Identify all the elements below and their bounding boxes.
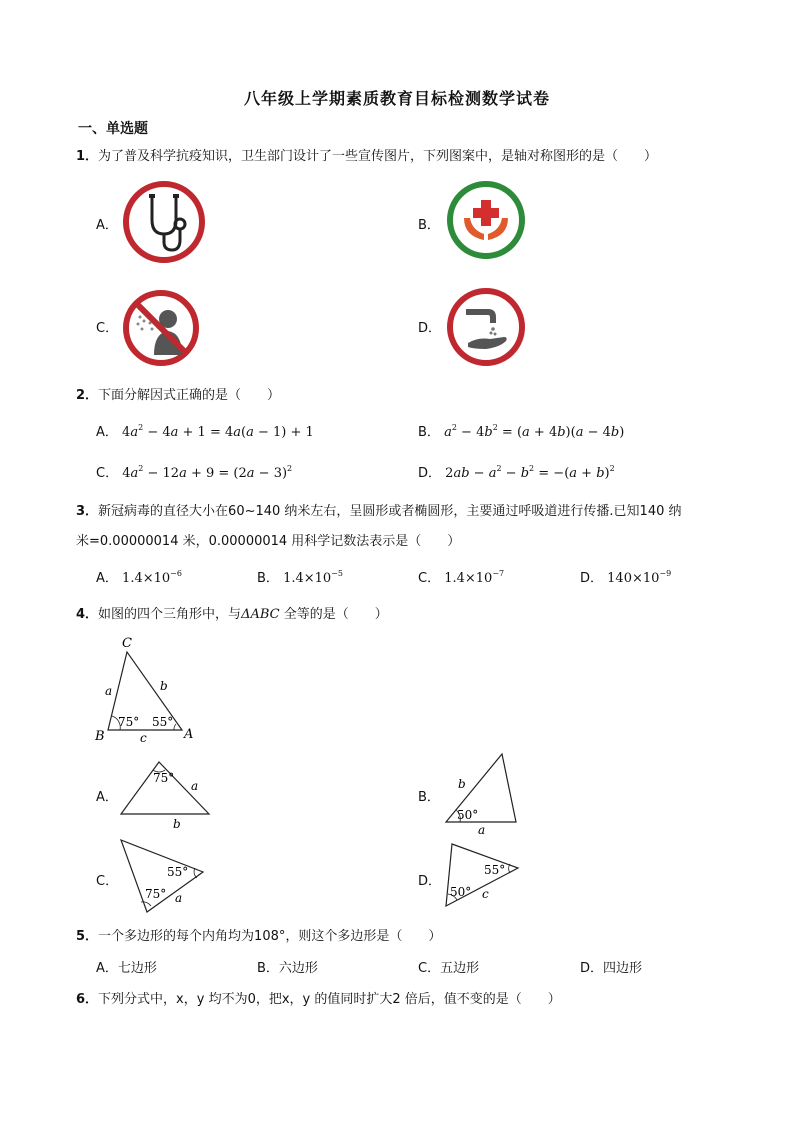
vertex-c-label: C	[122, 636, 132, 651]
q4-option-c-triangle	[115, 836, 215, 916]
svg-text:50°: 50°	[457, 808, 479, 822]
svg-text:55°: 55°	[484, 863, 506, 877]
q3-option-d-expression: $140\times 10^{-9}$	[607, 569, 672, 586]
q2-option-c	[96, 462, 292, 481]
option-label: C．	[96, 466, 119, 481]
angle-a-label: 55°	[152, 715, 174, 729]
q4-option-b-triangle	[440, 748, 525, 838]
svg-text:a: a	[191, 779, 199, 793]
q2-option-c-expression: $4a^2 - 12a + 9 = (2a - 3)^2$	[122, 464, 293, 481]
q1-option-c-label: C．	[96, 321, 119, 336]
q4-option-d-label: D．	[418, 874, 442, 889]
question-6	[76, 988, 561, 1007]
question-text: 如图的四个三角形中，与	[98, 607, 242, 622]
q3-option-b	[257, 567, 343, 586]
q5-option-b: B．六边形	[257, 961, 318, 976]
question-text: 新冠病毒的直径大小在60~140 纳米左右，呈圆形或者椭圆形，主要通过呼吸道进行传播.已知140 纳	[98, 504, 682, 519]
q2-option-a-expression: $4a^2 - 4a + 1 = 4a(a - 1) + 1$	[122, 423, 314, 440]
q5-option-c: C．五边形	[418, 961, 480, 976]
q1-option-a-label: A．	[96, 218, 118, 233]
q1-option-b-label: B．	[418, 218, 440, 233]
angle-b-label: 75°	[118, 715, 140, 729]
question-2	[76, 384, 280, 403]
option-label: A．	[96, 571, 118, 586]
svg-text:75°: 75°	[145, 887, 167, 901]
svg-text:a: a	[478, 823, 486, 837]
q4-option-c-label: C．	[96, 874, 119, 889]
option-label: B．	[418, 425, 440, 440]
svg-text:50°: 50°	[450, 885, 472, 899]
question-number: 6．	[76, 992, 99, 1007]
q4-option-a-label: A．	[96, 790, 118, 805]
stethoscope-icon	[122, 180, 206, 264]
side-a-label: a	[105, 684, 113, 698]
question-4: 4．如图的四个三角形中，与ΔABC 全等的是（ ）	[76, 607, 388, 622]
q2-option-a	[96, 421, 314, 440]
hand-washing-icon	[446, 287, 526, 367]
question-text: 下面分解因式正确的是（ ）	[98, 388, 281, 403]
q4-option-d-triangle	[440, 838, 525, 913]
question-1	[76, 145, 657, 164]
question-text: 一个多边形的每个内角均为108°，则这个多边形是（ ）	[98, 929, 442, 944]
svg-text:c: c	[482, 887, 489, 901]
side-b-label: b	[160, 679, 168, 693]
no-spraying-icon	[122, 289, 200, 367]
svg-text:b: b	[458, 777, 466, 791]
q2-option-b	[418, 421, 624, 440]
question-number: 2．	[76, 388, 99, 403]
question-text: 下列分式中，x，y 均不为0，把x，y 的值同时扩大2 倍后，值不变的是（ ）	[98, 992, 561, 1007]
vertex-b-label: B	[95, 729, 105, 744]
svg-text:55°: 55°	[167, 865, 189, 879]
option-label: D．	[418, 466, 442, 481]
q4-option-a-triangle	[115, 752, 220, 832]
side-c-label: c	[140, 731, 147, 745]
q3-option-a-expression: $1.4\times 10^{-6}$	[122, 569, 182, 586]
option-label: A．	[96, 425, 118, 440]
q5-option-d: D．四边形	[580, 961, 643, 976]
q5-option-a: A．七边形	[96, 961, 157, 976]
question-number: 5．	[76, 929, 99, 944]
q1-option-d-label: D．	[418, 321, 442, 336]
question-text: 为了普及科学抗疫知识，卫生部门设计了一些宣传图片，下列图案中，是轴对称图形的是（ ）	[98, 149, 658, 164]
question-number: 4．	[76, 607, 99, 622]
q4-option-b-label: B．	[418, 790, 440, 805]
q3-option-c	[418, 567, 504, 586]
triangle-symbol: ΔABC	[241, 607, 280, 622]
q3-option-c-expression: $1.4\times 10^{-7}$	[444, 569, 505, 586]
question-5	[76, 925, 441, 944]
svg-text:a: a	[175, 891, 183, 905]
exam-title: 八年级上学期素质教育目标检测数学试卷	[243, 89, 550, 108]
q3-option-a	[96, 567, 182, 586]
q2-option-d	[418, 462, 615, 481]
medical-cross-hands-icon	[446, 180, 526, 260]
question-number: 3．	[76, 504, 99, 519]
question-3-line-2: 米=0.00000014 米，0.00000014 用科学记数法表示是（ ）	[76, 534, 461, 549]
svg-text:b: b	[173, 817, 181, 831]
question-number: 1．	[76, 149, 99, 164]
q3-option-d	[580, 567, 671, 586]
option-label: B．	[257, 571, 279, 586]
q2-option-b-expression: $a^2 - 4b^2 = (a + 4b)(a - 4b)$	[444, 423, 625, 440]
triangle-abc-figure	[90, 630, 210, 745]
option-label: C．	[418, 571, 441, 586]
question-3-line-1	[76, 500, 682, 519]
svg-text:75°: 75°	[153, 771, 175, 785]
q2-option-d-expression: $2ab - a^2 - b^2 = -(a + b)^2$	[445, 464, 615, 481]
q3-option-b-expression: $1.4\times 10^{-5}$	[283, 569, 343, 586]
vertex-a-label: A	[184, 727, 194, 742]
section-heading: 一、单选题	[78, 121, 148, 137]
option-label: D．	[580, 571, 604, 586]
